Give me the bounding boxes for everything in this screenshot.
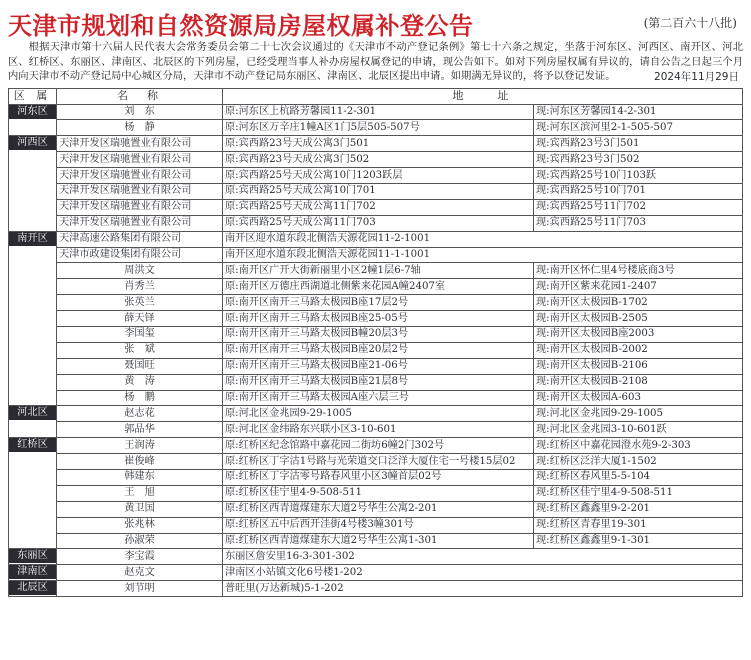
- district-label: 南开区: [9, 232, 56, 246]
- address: 津南区小站镇文化6号楼1-202: [223, 565, 743, 581]
- current-address: 现:河东区芳馨园14-2-301: [534, 104, 743, 120]
- original-address: 原:宾西路23号天成公寓3门501: [223, 136, 534, 152]
- owner-name: 天津开发区瑞驰置业有限公司: [57, 168, 223, 184]
- announcement-date: 2024年11月29日: [654, 70, 739, 83]
- owner-name: 薛天铎: [57, 311, 223, 327]
- original-address: 原:南开区南开三马路太极园B幢20层3号: [223, 326, 534, 342]
- original-address: 原:南开区广开大街新丽里小区2幢1层6-7轴: [223, 263, 534, 279]
- owner-name: 周洪文: [57, 263, 223, 279]
- table-row: [9, 199, 743, 215]
- original-address: 原:红桥区西青道煤建东大道2号华生公寓1-301: [223, 533, 534, 549]
- owner-name: 王润涛: [57, 438, 223, 454]
- original-address: 原:红桥区丁字沽零号路春风里小区3幢首层02号: [223, 469, 534, 485]
- owner-name: 天津开发区瑞驰置业有限公司: [57, 215, 223, 231]
- original-address: 原:河北区金纬路东兴联小区3-10-601: [223, 422, 534, 438]
- original-address: 原:南开区南开三马路太极园B座25-05号: [223, 311, 534, 327]
- table-header-row: [9, 88, 743, 104]
- district-cell: [9, 406, 57, 438]
- table-row: [9, 247, 743, 263]
- owner-name: 黄卫国: [57, 501, 223, 517]
- original-address: 原:宾西路25号天成公寓10门701: [223, 183, 534, 199]
- page-title: 天津市规划和自然资源局房屋权属补登公告: [8, 12, 474, 40]
- original-address: 原:南开区南开三马路太极园B座21-06号: [223, 358, 534, 374]
- current-address: 现:南开区怀仁里4号楼底商3号: [534, 263, 743, 279]
- owner-name: 天津开发区瑞驰置业有限公司: [57, 152, 223, 168]
- owner-name: 杨 鹏: [57, 390, 223, 406]
- original-address: 原:南开区南开三马路太极园B座17层2号: [223, 295, 534, 311]
- current-address: 现:河东区滨河里2-1-505-507: [534, 120, 743, 136]
- original-address: 原:南开区南开三马路太极园B座21层8号: [223, 374, 534, 390]
- current-address: 现:宾西路23号3门502: [534, 152, 743, 168]
- table-row: [9, 120, 743, 136]
- table-row: [9, 406, 743, 422]
- owner-name: 张英兰: [57, 295, 223, 311]
- district-label: 河东区: [9, 105, 56, 119]
- owner-name: 张 斌: [57, 342, 223, 358]
- owner-name: 聂国旺: [57, 358, 223, 374]
- table-row: [9, 438, 743, 454]
- district-cell: [9, 231, 57, 406]
- current-address: 现:河北区金兆园9-29-1005: [534, 406, 743, 422]
- table-row: [9, 501, 743, 517]
- current-address: 现:南开区太极园A-603: [534, 390, 743, 406]
- original-address: 原:红桥区佳宁里4-9-508-511: [223, 485, 534, 501]
- address: 南开区迎水道东段北侧浩天源花园11-2-1001: [223, 231, 743, 247]
- table-row: [9, 295, 743, 311]
- original-address: 原:河北区金兆园9-29-1005: [223, 406, 534, 422]
- owner-name: 王 旭: [57, 485, 223, 501]
- district-cell: [9, 549, 57, 565]
- owner-name: 天津开发区瑞驰置业有限公司: [57, 136, 223, 152]
- current-address: 现:红桥区鑫鑫里9-1-301: [534, 533, 743, 549]
- table-row: [9, 263, 743, 279]
- current-address: 现:南开区太极园B座2003: [534, 326, 743, 342]
- header: [8, 6, 743, 40]
- table-row: [9, 549, 743, 565]
- address: 普旺里(万达新城)5-1-202: [223, 581, 743, 597]
- table-row: [9, 104, 743, 120]
- table-row: [9, 231, 743, 247]
- district-cell: [9, 104, 57, 136]
- owner-name: 黄 涛: [57, 374, 223, 390]
- owner-name: 崔俊峰: [57, 454, 223, 470]
- table-row: [9, 469, 743, 485]
- current-address: 现:南开区太极园B-2505: [534, 311, 743, 327]
- current-address: 现:红桥区佳宁里4-9-508-511: [534, 485, 743, 501]
- table-row: [9, 422, 743, 438]
- table-row: [9, 183, 743, 199]
- owner-name: 韩建东: [57, 469, 223, 485]
- current-address: 现:河北区金兆园3-10-601跃: [534, 422, 743, 438]
- district-label: 津南区: [9, 565, 56, 579]
- original-address: 原:南开区南开三马路太极园A座六层三号: [223, 390, 534, 406]
- owner-name: 李宝霞: [57, 549, 223, 565]
- owner-name: 赵克文: [57, 565, 223, 581]
- current-address: 现:南开区太极园B-2002: [534, 342, 743, 358]
- district-label: 东丽区: [9, 549, 56, 563]
- original-address: 原:红桥区纪念馆路中嘉花园二街坊6幢2门302号: [223, 438, 534, 454]
- district-cell: [9, 565, 57, 581]
- current-address: 现:宾西路25号11门702: [534, 199, 743, 215]
- table-row: [9, 279, 743, 295]
- current-address: 现:红桥区泛洋大厦1-1502: [534, 454, 743, 470]
- district-label: 北辰区: [9, 581, 56, 595]
- owner-name: 赵志花: [57, 406, 223, 422]
- current-address: 现:宾西路25号10门701: [534, 183, 743, 199]
- address: 东丽区詹安里16-3-301-302: [223, 549, 743, 565]
- table-row: [9, 517, 743, 533]
- owner-name: 肖秀兰: [57, 279, 223, 295]
- original-address: 原:宾西路23号天成公寓3门502: [223, 152, 534, 168]
- owner-name: 天津高速公路集团有限公司: [57, 231, 223, 247]
- district-label: 河西区: [9, 136, 56, 150]
- current-address: 现:红桥区中嘉花园澄水苑9-2-303: [534, 438, 743, 454]
- table-row: [9, 311, 743, 327]
- table-row: [9, 390, 743, 406]
- original-address: 原:宾西路25号天成公寓11门702: [223, 199, 534, 215]
- table-row: [9, 152, 743, 168]
- table-row: [9, 358, 743, 374]
- district-label: 红桥区: [9, 438, 56, 452]
- district-cell: [9, 581, 57, 597]
- original-address: 原:红桥区五中后西开洼街4号楼3幢301号: [223, 517, 534, 533]
- original-address: 原:南开区万德庄西湖道北侧紫来花园A幢2407室: [223, 279, 534, 295]
- owner-name: 天津开发区瑞驰置业有限公司: [57, 199, 223, 215]
- owner-name: 孙淑荣: [57, 533, 223, 549]
- owner-name: 天津开发区瑞驰置业有限公司: [57, 183, 223, 199]
- table-row: [9, 342, 743, 358]
- current-address: 现:南开区紫来花园1-2407: [534, 279, 743, 295]
- property-table: [8, 88, 743, 598]
- current-address: 现:南开区太极园B-2106: [534, 358, 743, 374]
- current-address: 现:南开区太极园B-1702: [534, 295, 743, 311]
- original-address: 原:红桥区西青道煤建东大道2号华生公寓2-201: [223, 501, 534, 517]
- current-address: 现:宾西路25号10门103跃: [534, 168, 743, 184]
- table-row: [9, 136, 743, 152]
- current-address: 现:红桥区春风里5-5-104: [534, 469, 743, 485]
- table-row: [9, 565, 743, 581]
- column-header-name: 名 称: [57, 88, 223, 104]
- owner-name: 天津市政建设集团有限公司: [57, 247, 223, 263]
- batch-number: (第二百六十八批): [643, 16, 737, 30]
- original-address: 原:河东区万辛庄1幢A区1门5层505-507号: [223, 120, 534, 136]
- table-row: [9, 168, 743, 184]
- owner-name: 杨 静: [57, 120, 223, 136]
- original-address: 原:宾西路25号天成公寓11门703: [223, 215, 534, 231]
- original-address: 原:红桥区丁字沽1号路与光荣道交口泛洋大厦住宅一号楼15层02: [223, 454, 534, 470]
- table-row: [9, 374, 743, 390]
- table-body: [9, 104, 743, 597]
- column-header-address: 地 址: [223, 88, 743, 104]
- original-address: 原:南开区南开三马路太极园B座20层2号: [223, 342, 534, 358]
- table-row: [9, 581, 743, 597]
- column-header-district: 区 属: [9, 88, 57, 104]
- table-row: [9, 454, 743, 470]
- district-label: 河北区: [9, 406, 56, 420]
- current-address: 现:红桥区青春里19-301: [534, 517, 743, 533]
- current-address: 现:宾西路23号3门501: [534, 136, 743, 152]
- owner-name: 张兆林: [57, 517, 223, 533]
- owner-name: 刘节明: [57, 581, 223, 597]
- original-address: 原:河东区上杭路芳馨园11-2-301: [223, 104, 534, 120]
- table-row: [9, 326, 743, 342]
- owner-name: 郭品华: [57, 422, 223, 438]
- current-address: 现:南开区太极园B-2108: [534, 374, 743, 390]
- owner-name: 刘 东: [57, 104, 223, 120]
- original-address: 原:宾西路25号天成公寓10门1203跃层: [223, 168, 534, 184]
- table-row: [9, 533, 743, 549]
- address: 南开区迎水道东段北侧浩天源花园11-1-1001: [223, 247, 743, 263]
- intro-paragraph: 根据天津市第十六届人民代表大会常务委员会第二十七次会议通过的《天津市不动产登记条例》第七十六条之规定，坐落于河东区、河西区、南开区、河北区、红桥区、东丽区、津南区、北辰区的下列房屋，已经受理当事人补办房屋权属登记的申请，现公告如下。如对下列房屋权属有异议的，请自公告之日起三个月内向天津市不动产登记局中心城区分局，天津市不动产登记局东丽区、津南区、北辰区提出申请。如期满无异议的，将予以登记发证。: [8, 41, 743, 82]
- district-cell: [9, 438, 57, 549]
- table-row: [9, 485, 743, 501]
- owner-name: 李国玺: [57, 326, 223, 342]
- current-address: 现:宾西路25号11门703: [534, 215, 743, 231]
- table-row: [9, 215, 743, 231]
- district-cell: [9, 136, 57, 231]
- current-address: 现:红桥区鑫鑫里9-2-201: [534, 501, 743, 517]
